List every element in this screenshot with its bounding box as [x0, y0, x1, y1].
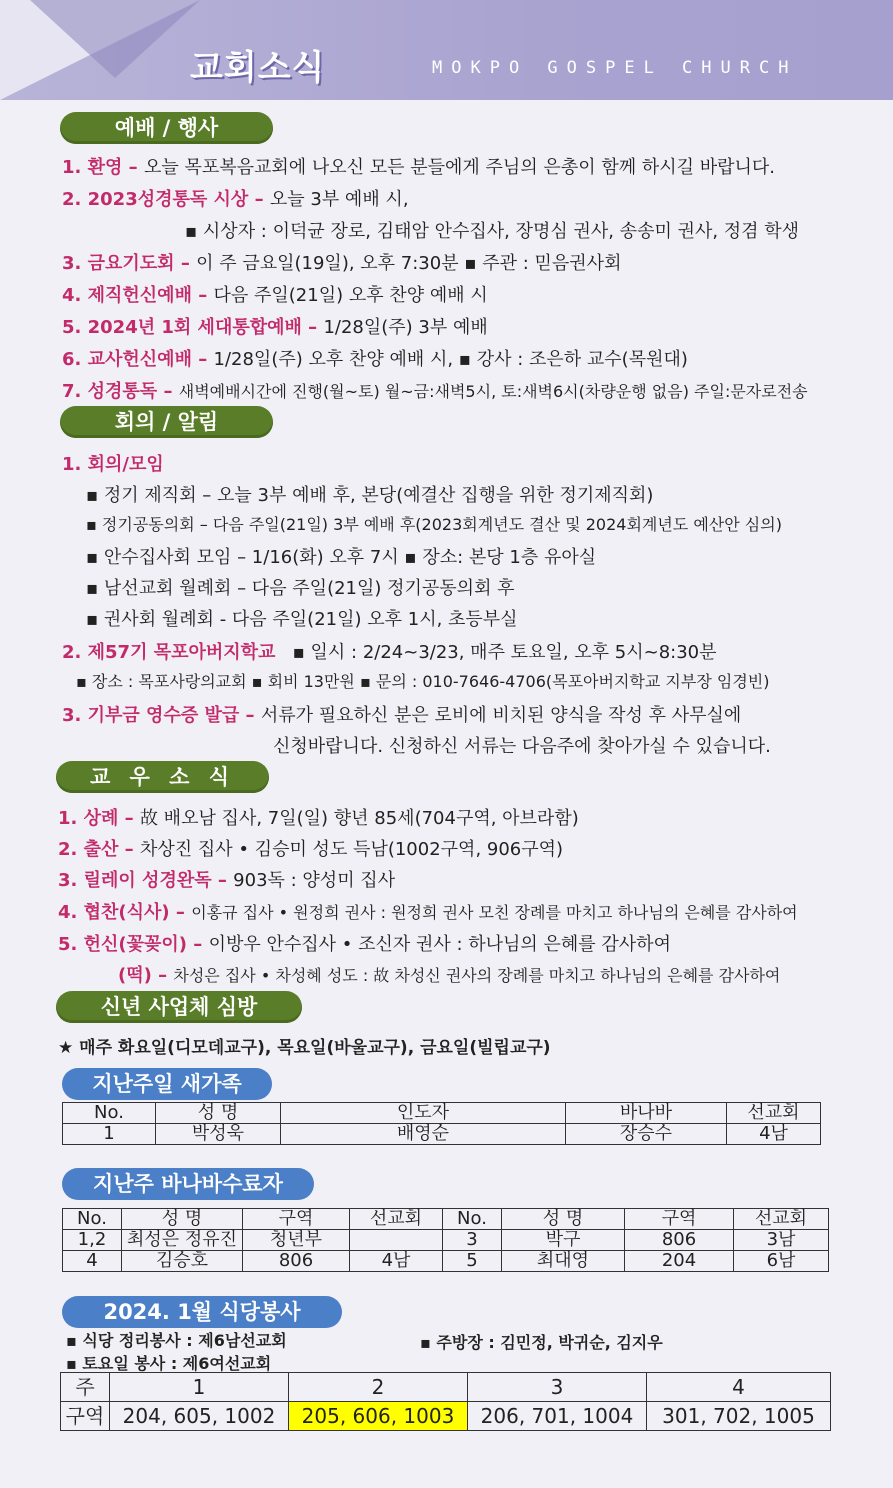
section-new-family-title: 지난주일 새가족 — [62, 1068, 272, 1100]
section-barnabas-title: 지난주 바나바수료자 — [62, 1168, 314, 1200]
meeting-item-5: ▪ 권사회 월례회 - 다음 주일(21일) 오후 1시, 초등부실 — [86, 609, 518, 630]
table-header-cell: 1 — [110, 1373, 289, 1402]
meeting-heading-3-cont: 신청바랍니다. 신청하신 서류는 다음주에 찾아가실 수 있습니다. — [273, 736, 771, 757]
worship-item-2-detail: ▪ 시상자 : 이덕균 장로, 김태암 안수집사, 장명심 권사, 송송미 권사, 정겸 학생 — [185, 221, 800, 242]
table-cell: 3 — [443, 1230, 502, 1251]
head-chef: ▪ 주방장 : 김민정, 박귀순, 김지우 — [420, 1333, 663, 1352]
table-header-row — [63, 1209, 829, 1230]
table-row — [63, 1230, 829, 1251]
table-header-cell: 성 명 — [502, 1209, 625, 1230]
section-business-visit-title: 신년 사업체 심방 — [56, 991, 302, 1023]
table-header-cell: 2 — [289, 1373, 468, 1402]
worship-item-1: 1. 환영 – 오늘 목포복음교회에 나오신 모든 분들에게 주님의 은총이 함께 하시길 바랍니다. — [62, 157, 775, 178]
table-cell: 박구 — [502, 1230, 625, 1251]
table-cell: 4남 — [727, 1124, 821, 1145]
saturday-service: ▪ 토요일 봉사 : 제6여선교회 — [66, 1354, 272, 1373]
table-header-cell: 3 — [468, 1373, 647, 1402]
table-cell: 6남 — [734, 1251, 829, 1272]
table-row — [63, 1124, 821, 1145]
table-header-cell: No. — [63, 1103, 156, 1124]
member-news-1: 1. 상례 – 故 배오남 집사, 7일(일) 향년 85세(704구역, 아브라함) — [58, 808, 579, 829]
table-cell: 최대영 — [502, 1251, 625, 1272]
table-header-cell: 선교회 — [727, 1103, 821, 1124]
table-row — [61, 1402, 831, 1431]
table-cell: 806 — [625, 1230, 734, 1251]
meeting-heading-3: 3. 기부금 영수증 발급 – 서류가 필요하신 분은 로비에 비치된 양식을 작성 후 사무실에 — [62, 705, 742, 726]
table-cell: 배영순 — [281, 1124, 566, 1145]
table-header-cell: 선교회 — [350, 1209, 443, 1230]
section-worship-title: 예배 / 행사 — [60, 112, 273, 144]
table-cell — [350, 1230, 443, 1251]
table-header-cell: No. — [63, 1209, 122, 1230]
meeting-item-4: ▪ 남선교회 월례회 – 다음 주일(21일) 정기공동의회 후 — [86, 578, 515, 599]
table-cell: 806 — [243, 1251, 350, 1272]
table-header-cell: 구역 — [625, 1209, 734, 1230]
table-cell: 204 — [625, 1251, 734, 1272]
new-family-table — [62, 1102, 821, 1145]
table-row — [63, 1251, 829, 1272]
table-header-row — [63, 1103, 821, 1124]
table-cell: 장승수 — [566, 1124, 727, 1145]
worship-item-2: 2. 2023성경통독 시상 – 오늘 3부 예배 시, — [62, 189, 409, 210]
table-cell: 204, 605, 1002 — [110, 1402, 289, 1431]
section-meeting-title: 회의 / 알림 — [60, 406, 273, 438]
member-news-2: 2. 출산 – 차상진 집사 • 김승미 성도 득남(1002구역, 906구역) — [58, 839, 564, 860]
table-cell: 1,2 — [63, 1230, 122, 1251]
table-cell: 4남 — [350, 1251, 443, 1272]
table-cell: 301, 702, 1005 — [647, 1402, 831, 1431]
table-header-cell: 구역 — [243, 1209, 350, 1230]
member-news-6: (떡) – 차성은 집사 • 차성혜 성도 : 故 차성신 권사의 장례를 마치고 하나님의 은혜를 감사하여 — [118, 965, 781, 986]
table-cell: 206, 701, 1004 — [468, 1402, 647, 1431]
meeting-heading-2: 2. 제57기 목포아버지학교 ▪ 일시 : 2/24~3/23, 매주 토요일, 오후 5시~8:30분 — [62, 642, 717, 663]
meeting-item-3: ▪ 안수집사회 모임 – 1/16(화) 오후 7시 ▪ 장소: 본당 1층 유아실 — [86, 547, 597, 568]
table-cell: 1 — [63, 1124, 156, 1145]
table-cell-highlighted: 205, 606, 1003 — [289, 1402, 468, 1431]
table-cell: 3남 — [734, 1230, 829, 1251]
table-header-cell: 선교회 — [734, 1209, 829, 1230]
member-news-3: 3. 릴레이 성경완독 – 903독 : 양성미 집사 — [58, 870, 396, 891]
section-member-news-title: 교 우 소 식 — [56, 761, 269, 793]
header-decoration-triangle — [30, 0, 200, 78]
table-header-row — [61, 1373, 831, 1402]
kitchen-cleanup: ▪ 식당 정리봉사 : 제6남선교회 — [66, 1331, 287, 1350]
member-news-5: 5. 헌신(꽃꽂이) – 이방우 안수집사 • 조신자 권사 : 하나님의 은혜를 감사하여 — [58, 934, 671, 955]
header-banner — [0, 0, 893, 100]
barnabas-table — [62, 1208, 829, 1272]
worship-item-7: 7. 성경통독 – 새벽예배시간에 진행(월~토) 월~금:새벽5시, 토:새벽6시(차량운행 없음) 주일:문자로전송 — [62, 381, 808, 402]
meeting-heading-2-detail: ▪ 장소 : 목포사랑의교회 ▪ 회비 13만원 ▪ 문의 : 010-7646-4706(목포아버지학교 지부장 임경빈) — [76, 672, 770, 691]
table-cell: 박성욱 — [156, 1124, 281, 1145]
table-cell: 최성은 정유진 — [122, 1230, 243, 1251]
table-cell: 청년부 — [243, 1230, 350, 1251]
section-kitchen-title: 2024. 1월 식당봉사 — [62, 1296, 342, 1328]
worship-item-5: 5. 2024년 1회 세대통합예배 – 1/28일(주) 3부 예배 — [62, 317, 488, 338]
table-cell: 구역 — [61, 1402, 110, 1431]
table-header-cell: 주 — [61, 1373, 110, 1402]
kitchen-schedule-table — [60, 1372, 831, 1431]
meeting-item-2: ▪ 정기공동의회 – 다음 주일(21일) 3부 예배 후(2023회계년도 결산 및 2024회계년도 예산안 심의) — [86, 515, 782, 534]
table-header-cell: No. — [443, 1209, 502, 1230]
worship-item-4: 4. 제직헌신예배 – 다음 주일(21일) 오후 찬양 예배 시 — [62, 285, 488, 306]
table-cell: 5 — [443, 1251, 502, 1272]
table-header-cell: 4 — [647, 1373, 831, 1402]
table-header-cell: 성 명 — [122, 1209, 243, 1230]
table-header-cell: 인도자 — [281, 1103, 566, 1124]
worship-item-6: 6. 교사헌신예배 – 1/28일(주) 오후 찬양 예배 시, ▪ 강사 : 조은하 교수(목원대) — [62, 349, 688, 370]
table-header-cell: 바나바 — [566, 1103, 727, 1124]
member-news-4: 4. 협찬(식사) – 이홍규 집사 • 원정희 권사 : 원정희 권사 모친 장례를 마치고 하나님의 은혜를 감사하여 — [58, 902, 798, 923]
business-visit-schedule: ★ 매주 화요일(디모데교구), 목요일(바울교구), 금요일(빌립교구) — [58, 1038, 551, 1058]
meeting-heading-1: 1. 회의/모임 — [62, 454, 164, 475]
table-cell: 4 — [63, 1251, 122, 1272]
page-title: 교회소식 — [190, 48, 326, 88]
table-cell: 김승호 — [122, 1251, 243, 1272]
meeting-item-1: ▪ 정기 제직회 – 오늘 3부 예배 후, 본당(예결산 집행을 위한 정기제직회) — [86, 485, 654, 506]
worship-item-3: 3. 금요기도회 – 이 주 금요일(19일), 오후 7:30분 ▪ 주관 : 믿음권사회 — [62, 253, 622, 274]
church-name: MOKPO GOSPEL CHURCH — [432, 58, 798, 78]
table-header-cell: 성 명 — [156, 1103, 281, 1124]
